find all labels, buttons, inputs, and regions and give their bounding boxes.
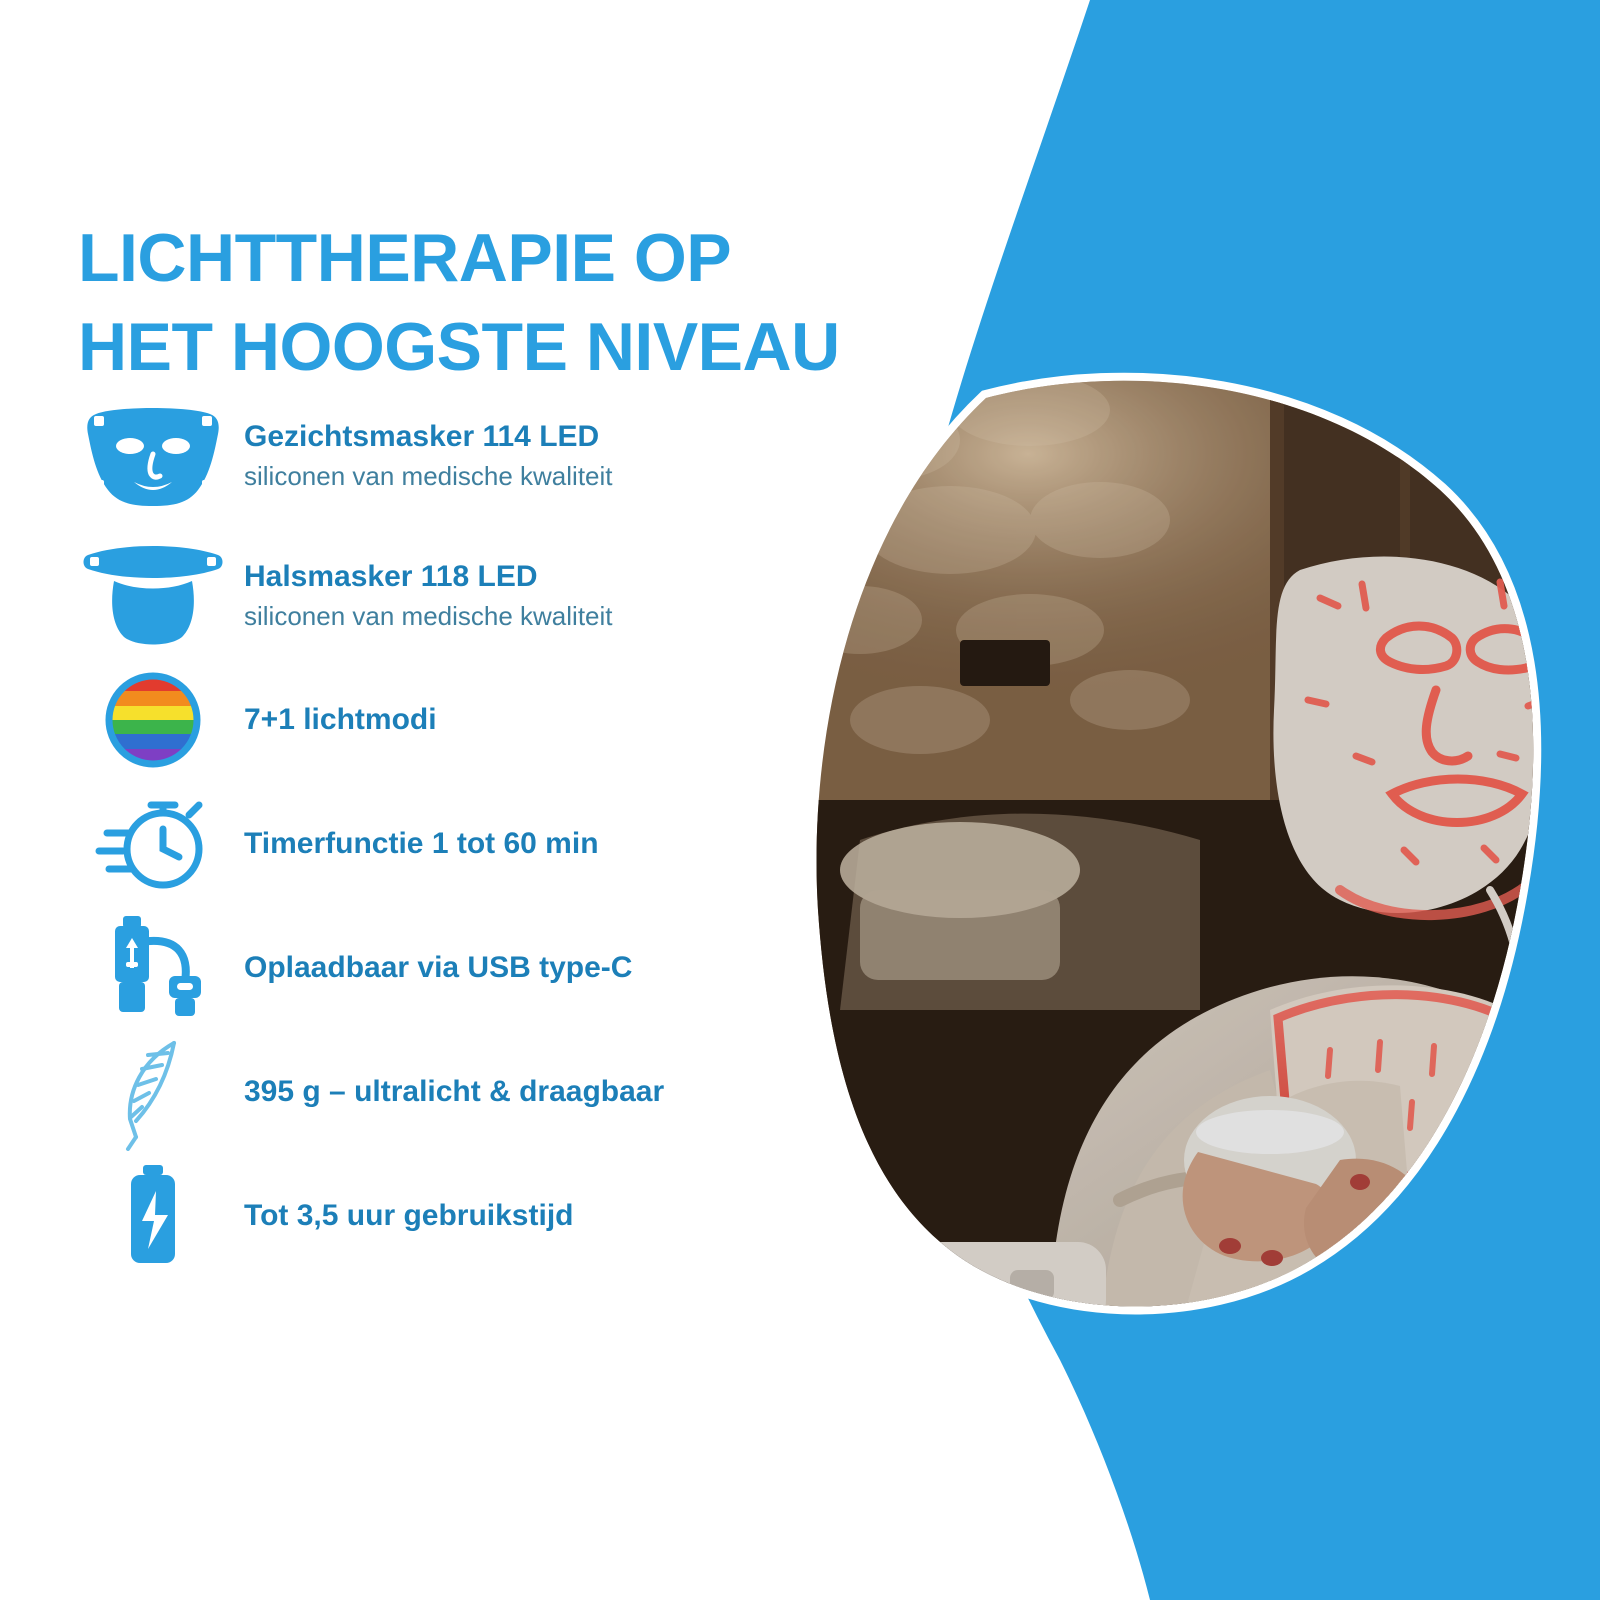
usb-c-cable-icon bbox=[78, 912, 228, 1024]
face-mask-icon bbox=[78, 400, 228, 512]
feature-text bbox=[228, 949, 632, 987]
stopwatch-icon bbox=[78, 788, 228, 900]
battery-icon bbox=[78, 1160, 228, 1272]
page-title bbox=[78, 214, 1038, 394]
headline-line-1: LICHTTHERAPIE OP bbox=[78, 219, 732, 296]
feature-title: 395 g – ultralicht & draagbaar bbox=[244, 1075, 665, 1109]
headline-line-2: HET HOOGSTE NIVEAU bbox=[78, 309, 840, 386]
feature-text bbox=[228, 1197, 573, 1235]
feature-title: Tot 3,5 uur gebruikstijd bbox=[244, 1199, 574, 1233]
feature-text bbox=[228, 418, 613, 493]
feature-subtitle: siliconen van medische kwaliteit bbox=[244, 460, 613, 491]
feature-title: Gezichtsmasker 114 LED bbox=[244, 420, 600, 454]
feature-text bbox=[228, 701, 437, 739]
feature-item-light-modes bbox=[78, 664, 898, 776]
feature-title: Oplaadbaar via USB type-C bbox=[244, 951, 633, 985]
product-lifestyle-photo bbox=[800, 370, 1560, 1330]
feature-title: Timerfunctie 1 tot 60 min bbox=[244, 827, 599, 861]
feature-text bbox=[228, 558, 613, 633]
feature-item-neck-mask bbox=[78, 540, 898, 652]
feather-icon bbox=[78, 1036, 228, 1148]
feature-item-usb-charging bbox=[78, 912, 898, 1024]
feature-item-weight bbox=[78, 1036, 898, 1148]
feature-item-timer bbox=[78, 788, 898, 900]
feature-text bbox=[228, 825, 599, 863]
feature-item-face-mask bbox=[78, 400, 898, 512]
neck-mask-icon bbox=[78, 540, 228, 652]
feature-text bbox=[228, 1073, 664, 1111]
feature-list bbox=[78, 400, 898, 1284]
color-wheel-icon bbox=[78, 664, 228, 776]
feature-subtitle: siliconen van medische kwaliteit bbox=[244, 600, 613, 631]
feature-title: Halsmasker 118 LED bbox=[244, 560, 538, 594]
feature-item-runtime bbox=[78, 1160, 898, 1272]
feature-title: 7+1 lichtmodi bbox=[244, 703, 437, 737]
